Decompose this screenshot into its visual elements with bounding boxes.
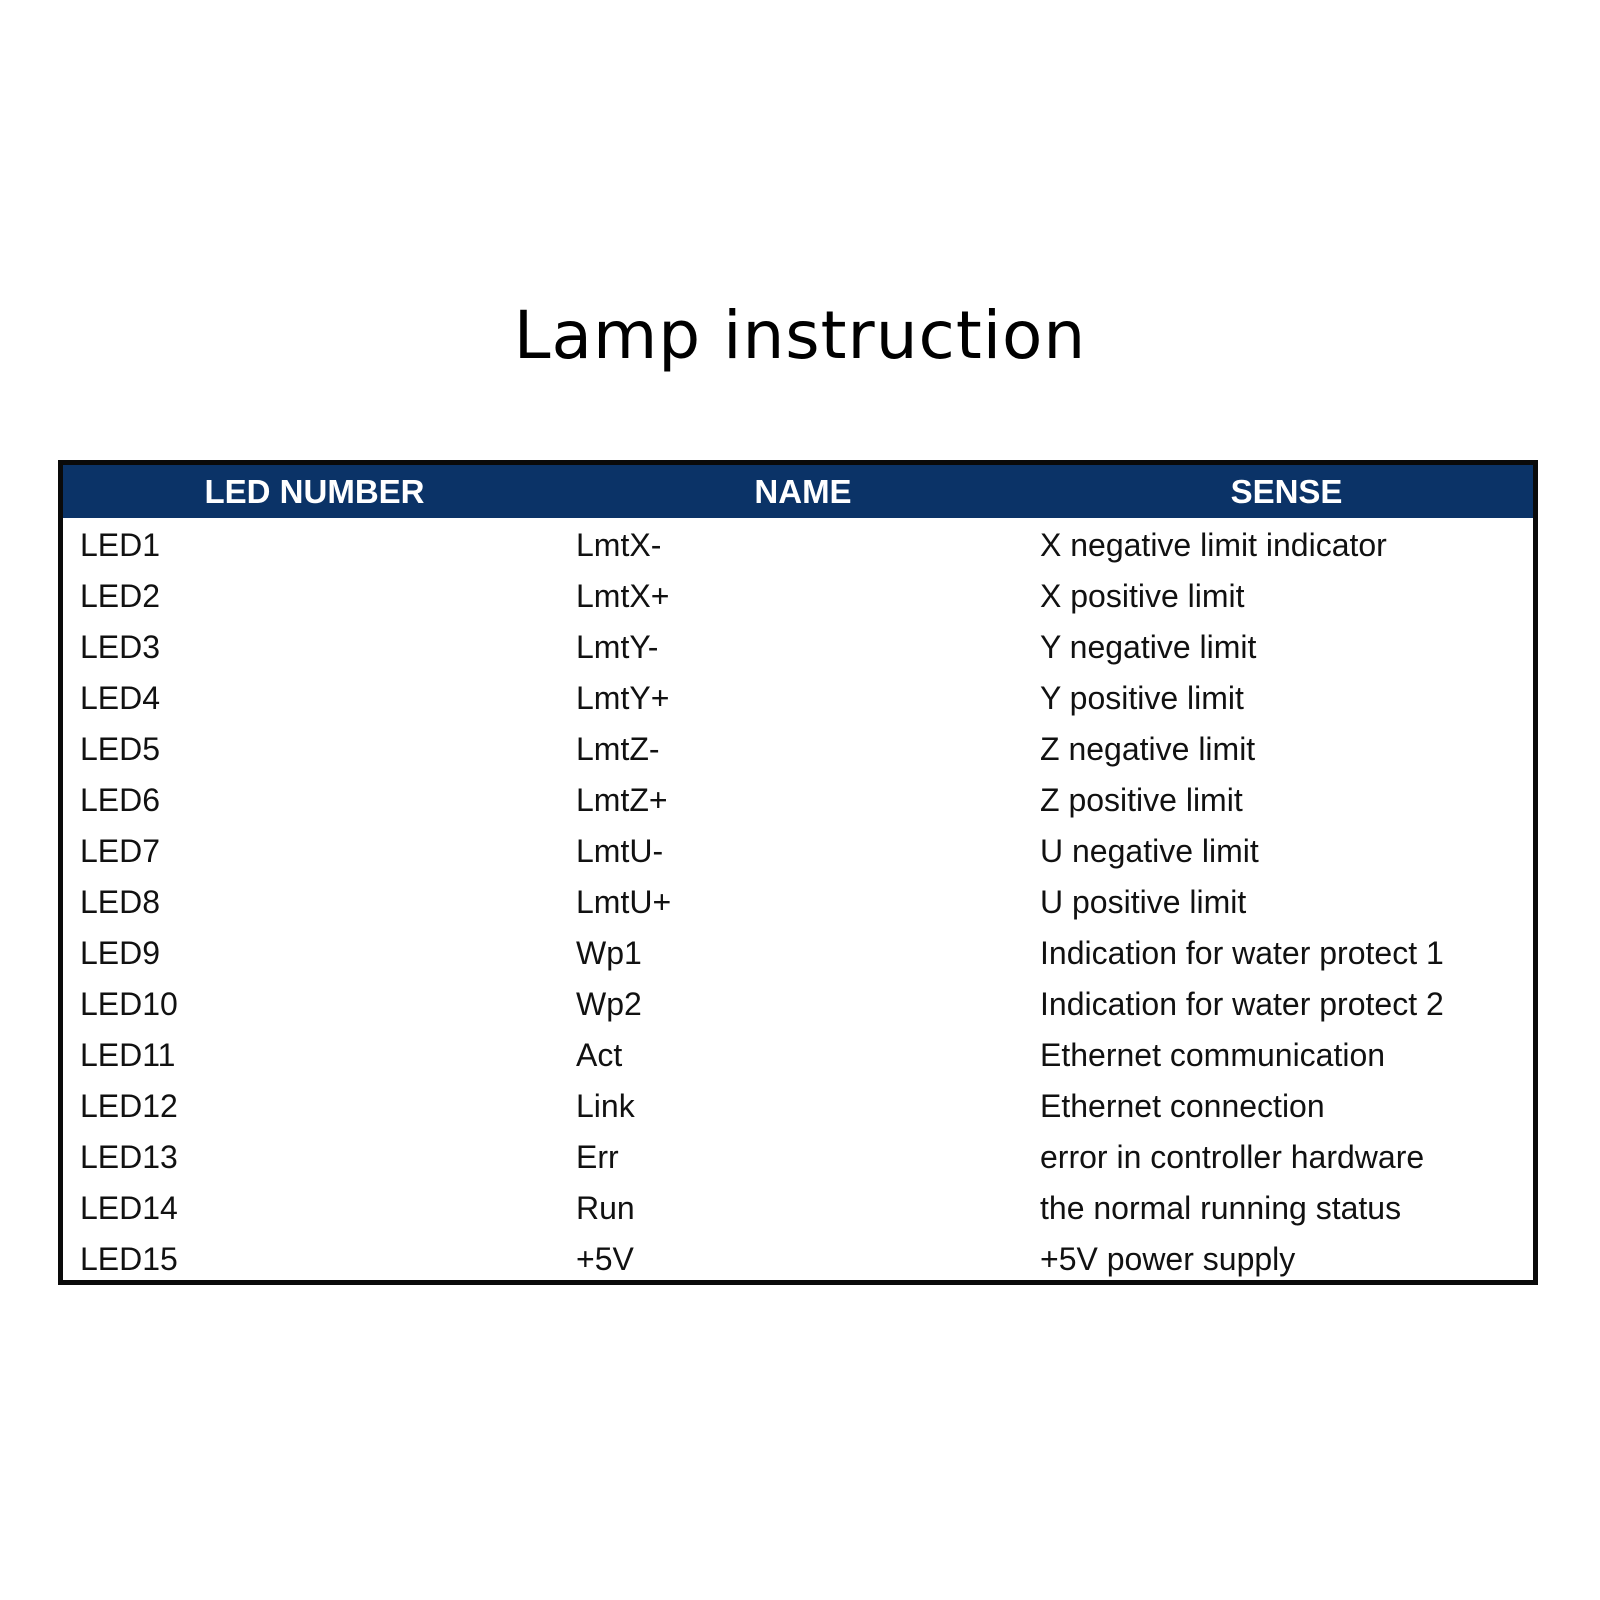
table-body — [63, 518, 1533, 1285]
led-name-cell: +5V — [576, 1241, 634, 1277]
led-name-cell: Act — [576, 1037, 623, 1073]
led-sense-cell: Ethernet communication — [1040, 1037, 1386, 1073]
led-name-cell: Wp1 — [576, 935, 642, 971]
table-row — [63, 775, 1533, 826]
table-row — [63, 1234, 1533, 1285]
led-number-cell: LED10 — [80, 986, 178, 1022]
led-number-cell: LED7 — [80, 833, 161, 869]
led-name-cell: LmtX- — [576, 527, 662, 563]
led-sense-cell: error in controller hardware — [1040, 1139, 1425, 1175]
header-sense: SENSE — [1230, 473, 1343, 510]
led-number-cell: LED6 — [80, 782, 161, 818]
led-name-cell: LmtZ- — [576, 731, 660, 767]
led-sense-cell: X negative limit indicator — [1040, 527, 1387, 563]
led-number-cell: LED5 — [80, 731, 161, 767]
table-row — [63, 724, 1533, 775]
led-sense-cell: Z positive limit — [1040, 782, 1243, 818]
lamp-table — [63, 465, 1533, 1285]
led-name-cell: LmtU- — [576, 833, 664, 869]
led-sense-cell: +5V power supply — [1040, 1241, 1296, 1277]
led-number-cell: LED12 — [80, 1088, 178, 1124]
led-sense-cell: U negative limit — [1040, 833, 1259, 869]
led-number-cell: LED1 — [80, 527, 161, 563]
led-sense-cell: Z negative limit — [1040, 731, 1256, 767]
table-row — [63, 571, 1533, 622]
led-name-cell: LmtU+ — [576, 884, 672, 920]
led-name-cell: Link — [576, 1088, 635, 1124]
led-sense-cell: Y positive limit — [1040, 680, 1244, 716]
led-sense-cell: U positive limit — [1040, 884, 1247, 920]
table-row — [63, 928, 1533, 979]
led-number-cell: LED4 — [80, 680, 161, 716]
table-row — [63, 979, 1533, 1030]
led-number-cell: LED2 — [80, 578, 161, 614]
led-number-cell: LED14 — [80, 1190, 178, 1226]
table-row — [63, 826, 1533, 877]
table-row — [63, 877, 1533, 928]
led-sense-cell: Y negative limit — [1040, 629, 1257, 665]
led-number-cell: LED8 — [80, 884, 161, 920]
led-sense-cell: X positive limit — [1040, 578, 1245, 614]
table-row — [63, 622, 1533, 673]
table-row — [63, 1183, 1533, 1234]
table-row — [63, 673, 1533, 724]
led-number-cell: LED11 — [80, 1037, 176, 1073]
led-number-cell: LED9 — [80, 935, 161, 971]
led-name-cell: Err — [576, 1139, 619, 1175]
table-row — [63, 1081, 1533, 1132]
led-name-cell: Run — [576, 1190, 635, 1226]
led-sense-cell: Indication for water protect 1 — [1040, 935, 1444, 971]
led-sense-cell: Indication for water protect 2 — [1040, 986, 1444, 1022]
table-header-row — [63, 465, 1533, 518]
table-row — [63, 518, 1533, 571]
table-row — [63, 1030, 1533, 1081]
header-led-number: LED NUMBER — [204, 473, 425, 510]
led-sense-cell: Ethernet connection — [1040, 1088, 1325, 1124]
led-number-cell: LED13 — [80, 1139, 178, 1175]
led-sense-cell: the normal running status — [1040, 1190, 1402, 1226]
led-name-cell: LmtY+ — [576, 680, 670, 716]
led-name-cell: LmtY- — [576, 629, 659, 665]
lamp-table-frame — [58, 460, 1538, 1285]
header-name: NAME — [754, 473, 852, 510]
page-title: Lamp instruction — [513, 297, 1087, 374]
led-name-cell: Wp2 — [576, 986, 642, 1022]
table-row — [63, 1132, 1533, 1183]
led-name-cell: LmtZ+ — [576, 782, 668, 818]
led-name-cell: LmtX+ — [576, 578, 670, 614]
led-number-cell: LED15 — [80, 1241, 178, 1277]
led-number-cell: LED3 — [80, 629, 161, 665]
